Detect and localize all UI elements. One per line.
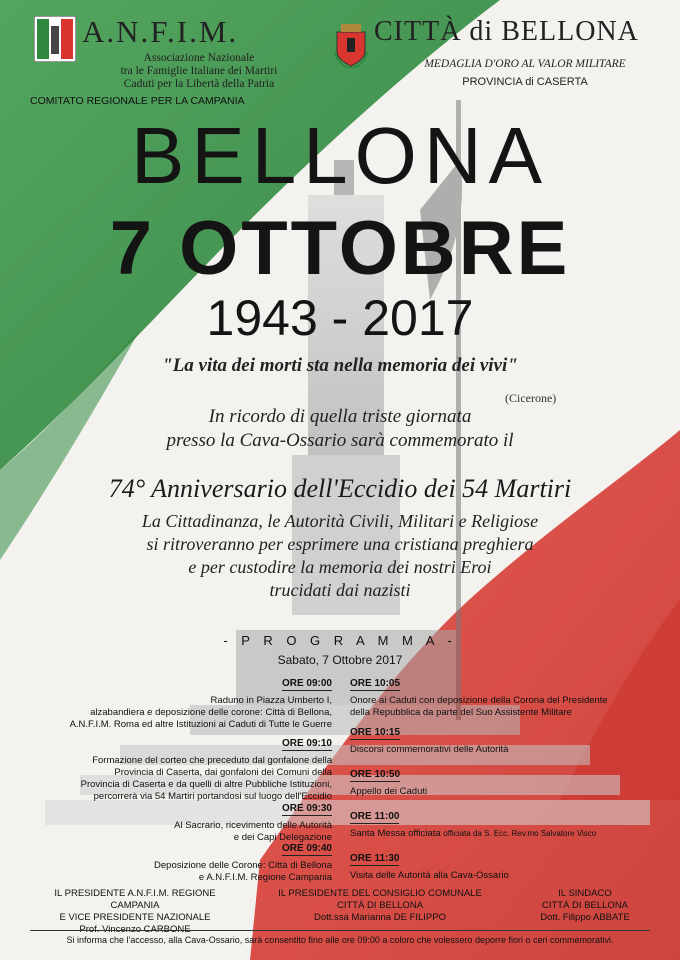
program-item-right-4 (350, 806, 670, 840)
program-desc (350, 870, 670, 882)
intro-line-2: presso la Cava-Ossario sarà commemorato il (166, 430, 514, 451)
program-desc-line: e dei Capi Delegazione (233, 832, 332, 843)
program-date: Sabato, 7 Ottobre 2017 (277, 653, 403, 667)
program-time: ORE 11:30 (350, 853, 400, 864)
regional-committee: COMITATO REGIONALE PER LA CAMPANIA (30, 95, 245, 107)
program-desc (350, 828, 670, 840)
signature-role: IL PRESIDENTE A.N.F.I.M. REGIONE CAMPANIA (54, 888, 216, 911)
signature-role: CITTÀ DI BELLONA (336, 900, 424, 911)
program-item-right-3 (350, 764, 670, 798)
program-desc-line: Visita delle Autorità alla Cava-Ossario (350, 870, 509, 881)
anfim-logo (34, 16, 76, 62)
signature-mayor (510, 888, 660, 924)
anfim-line-2: tra le Famiglie Italiane dei Martiri (120, 65, 278, 77)
program-desc-line: e A.N.F.I.M. Regione Campania (198, 872, 332, 883)
anfim-line-1: Associazione Nazionale (143, 52, 255, 64)
program-desc (350, 786, 670, 798)
program-item-right-2 (350, 722, 670, 756)
invitation-text (0, 510, 680, 602)
intro-line-1: In ricordo di quella triste giornata (208, 406, 472, 427)
intro-text (0, 405, 680, 453)
program-desc-line: Onore ai Caduti con deposizione della Corona del Presidente (350, 695, 608, 706)
bellona-coat-of-arms (333, 22, 369, 68)
invitation-line-3: e per custodire la memoria dei nostri Eroi (188, 557, 492, 577)
program-desc-line: Raduno in Piazza Umberto I, (210, 695, 332, 706)
program-desc-line: Appello dei Caduti (350, 786, 428, 797)
program-time: ORE 11:00 (350, 811, 400, 822)
program-time: ORE 09:00 (281, 678, 332, 689)
program-desc-line: Provincia di Caserta, dai gonfaloni dei Comuni della (114, 767, 332, 778)
program-desc-line: della Repubblica da parte del Suo Assistente Militare (350, 707, 572, 718)
program-item-right-5 (350, 848, 670, 882)
signature-name: Dott. Filippo ABBATE (540, 912, 630, 923)
invitation-line-2: si ritroveranno per esprimere una cristiana preghiera (146, 534, 534, 554)
signature-role: IL SINDACO (558, 888, 612, 899)
program-item-left-2 (20, 733, 332, 803)
program-time: ORE 09:40 (281, 843, 332, 854)
program-desc-line: Formazione del corteo che preceduto dal gonfalone della (92, 755, 332, 766)
anfim-title: A.N.F.I.M. (82, 14, 239, 49)
program-time: ORE 09:10 (281, 738, 332, 749)
program-item-left-4 (20, 838, 332, 884)
anfim-subtitle (84, 52, 314, 91)
footer-divider (30, 930, 650, 931)
program-desc-line: percorrerà via 54 Martiri portandosi sul luogo dell'Eccidio (93, 791, 332, 802)
signature-anfim-president (30, 888, 240, 936)
headline-date: 7 OTTOBRE (109, 206, 571, 291)
program-time: ORE 09:30 (281, 803, 332, 814)
program-item-left-1 (20, 673, 332, 731)
city-medal-text: MEDAGLIA D'ORO AL VALOR MILITARE (424, 58, 626, 70)
city-province-text: PROVINCIA di CASERTA (462, 76, 588, 88)
program-desc-line: Al Sacrario, ricevimento delle Autorità (174, 820, 332, 831)
access-notice: Si informa che l'accesso, alla Cava-Ossario, sarà consentito fino alle ore 09:00 a coloro che volessero deporre fiori o ceri commemorativi. (66, 935, 614, 945)
signature-role: CITTÀ DI BELLONA (541, 900, 629, 911)
signature-role: E VICE PRESIDENTE NAZIONALE (59, 912, 211, 923)
anfim-line-3: Caduti per la Libertà della Patria (123, 78, 275, 90)
program-desc (350, 744, 670, 756)
anniversary-title: 74° Anniversario dell'Eccidio dei 54 Martiri (108, 474, 572, 503)
signature-name: Prof. Vincenzo CARBONE (79, 924, 191, 935)
quote-author: (Cicerone) (505, 391, 557, 405)
invitation-line-1: La Cittadinanza, le Autorità Civili, Militari e Religiose (141, 511, 539, 531)
program-desc-line: Santa Messa officiata (350, 828, 441, 839)
program-desc-line: Discorsi commemorativi delle Autorità (350, 744, 509, 755)
program-desc-line: alzabandiera e deposizione delle corone: Città di Bellona, (90, 707, 332, 718)
program-desc-line: Deposizione delle Corone: Città di Bellona (154, 860, 332, 871)
signature-role: IL PRESIDENTE DEL CONSIGLIO COMUNALE (278, 888, 482, 899)
headline-city: BELLONA (130, 111, 550, 200)
program-desc (350, 695, 670, 719)
program-title: - P R O G R A M M A - (223, 633, 457, 648)
signature-name: Dott.ssa Marianna DE FILIPPO (314, 912, 446, 923)
invitation-line-4: trucidati dai nazisti (269, 580, 411, 600)
program-time: ORE 10:50 (350, 769, 401, 780)
program-desc-small: officiata da S. Ecc. Rev.mo Salvatore Visco (443, 829, 597, 838)
quote: "La vita dei morti sta nella memoria dei vivi" (162, 355, 518, 376)
signature-council-president (270, 888, 490, 924)
program-desc (20, 755, 332, 803)
program-desc-line: Provincia di Caserta e da quelli di altre Pubbliche Istituzioni, (80, 779, 332, 790)
headline-years: 1943 - 2017 (206, 290, 474, 346)
program-desc (20, 860, 332, 884)
program-time: ORE 10:15 (350, 727, 401, 738)
program-desc (20, 695, 332, 731)
city-header-title: CITTÀ di BELLONA (374, 16, 639, 47)
program-desc-line: A.N.F.I.M. Roma ed altre Istituzioni ai Caduti di Tutte le Guerre (69, 719, 332, 730)
program-item-right-1 (350, 673, 670, 719)
program-time: ORE 10:05 (350, 678, 401, 689)
